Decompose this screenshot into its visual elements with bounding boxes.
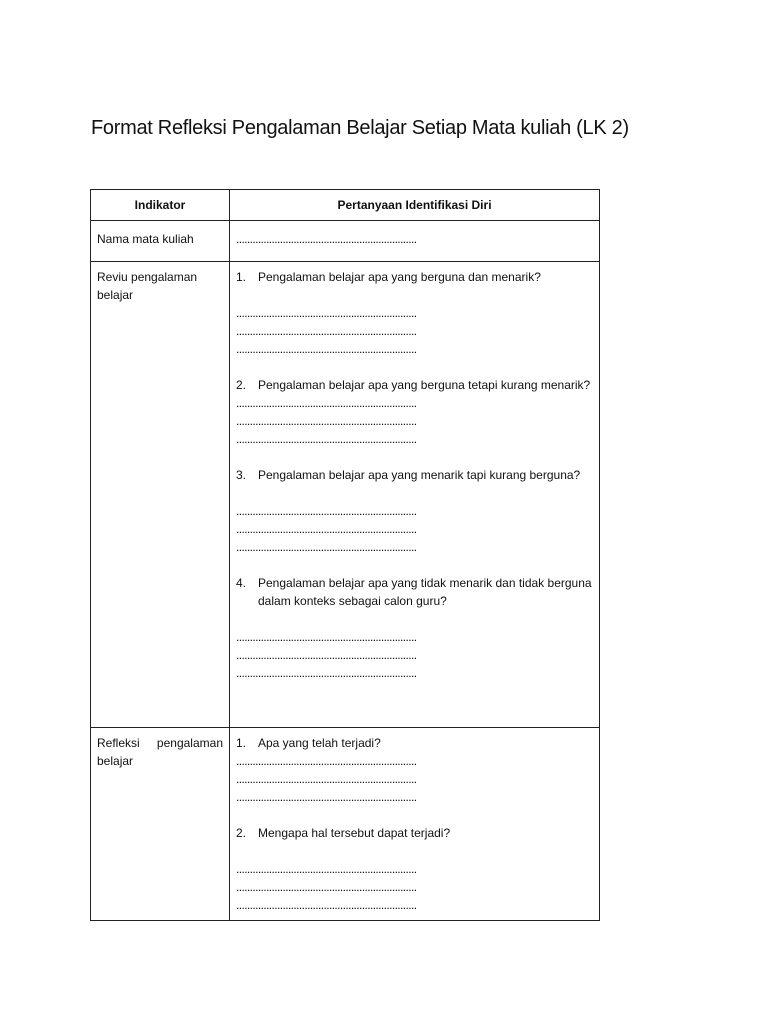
question-text: Pengalaman belajar apa yang menarik tapi kurang berguna? (258, 468, 581, 482)
answer-dotted-line: .................................................................. (236, 898, 417, 912)
question-number: 3. (236, 468, 247, 482)
answer-dotted-line: .................................................................. (236, 522, 417, 536)
header-pertanyaan: Pertanyaan Identifikasi Diri (230, 190, 600, 221)
answer-dotted-line: .................................................................. (236, 790, 417, 804)
question-item (236, 574, 593, 682)
reflection-table (90, 189, 600, 921)
answer-cell (230, 221, 600, 262)
answer-dotted-line: .................................................................. (236, 630, 417, 644)
question-number: 1. (236, 736, 247, 750)
question-item (236, 824, 593, 914)
question-item (236, 734, 593, 806)
indikator-cell: Refleksi pengalaman belajar (91, 728, 230, 921)
answer-dotted-line: .................................................................. (236, 324, 417, 338)
header-indikator: Indikator (91, 190, 230, 221)
question-text: Apa yang telah terjadi? (258, 736, 381, 750)
answer-dotted-line: .................................................................. (236, 754, 417, 768)
answer-dotted-line: .................................................................. (236, 432, 417, 446)
question-text: Pengalaman belajar apa yang berguna tetapi kurang menarik? (258, 378, 591, 392)
question-number: 2. (236, 378, 247, 392)
question-text: Pengalaman belajar apa yang tidak menarik dan tidak berguna dalam konteks sebagai calon guru? (258, 576, 592, 608)
answer-dotted-line: .................................................................. (236, 772, 417, 786)
question-text: Pengalaman belajar apa yang berguna dan menarik? (258, 270, 541, 284)
table-row-refleksi (91, 728, 600, 921)
answer-dotted-line: .................................................................. (236, 862, 417, 876)
indikator-cell: Reviu pengalaman belajar (91, 262, 230, 728)
answer-dotted-line: .................................................................. (236, 232, 417, 246)
questions-cell (230, 262, 600, 728)
answer-dotted-line: .................................................................. (236, 414, 417, 428)
answer-dotted-line: .................................................................. (236, 396, 417, 410)
indikator-cell: Nama mata kuliah (91, 221, 230, 262)
table-row-nama-mata-kuliah (91, 221, 600, 262)
answer-dotted-line: .................................................................. (236, 880, 417, 894)
question-number: 1. (236, 270, 247, 284)
table-row-reviu (91, 262, 600, 728)
question-item (236, 376, 593, 448)
answer-dotted-line: .................................................................. (236, 306, 417, 320)
question-number: 4. (236, 576, 247, 590)
answer-dotted-line: .................................................................. (236, 666, 417, 680)
page-title: Format Refleksi Pengalaman Belajar Setiap Mata kuliah (LK 2) (91, 117, 629, 139)
answer-dotted-line: .................................................................. (236, 540, 417, 554)
table-header-row (91, 190, 600, 221)
answer-dotted-line: .................................................................. (236, 342, 417, 356)
question-text: Mengapa hal tersebut dapat terjadi? (258, 826, 451, 840)
question-item (236, 268, 593, 358)
question-number: 2. (236, 826, 247, 840)
answer-dotted-line: .................................................................. (236, 504, 417, 518)
questions-cell (230, 728, 600, 921)
answer-dotted-line: .................................................................. (236, 648, 417, 662)
question-item (236, 466, 593, 556)
